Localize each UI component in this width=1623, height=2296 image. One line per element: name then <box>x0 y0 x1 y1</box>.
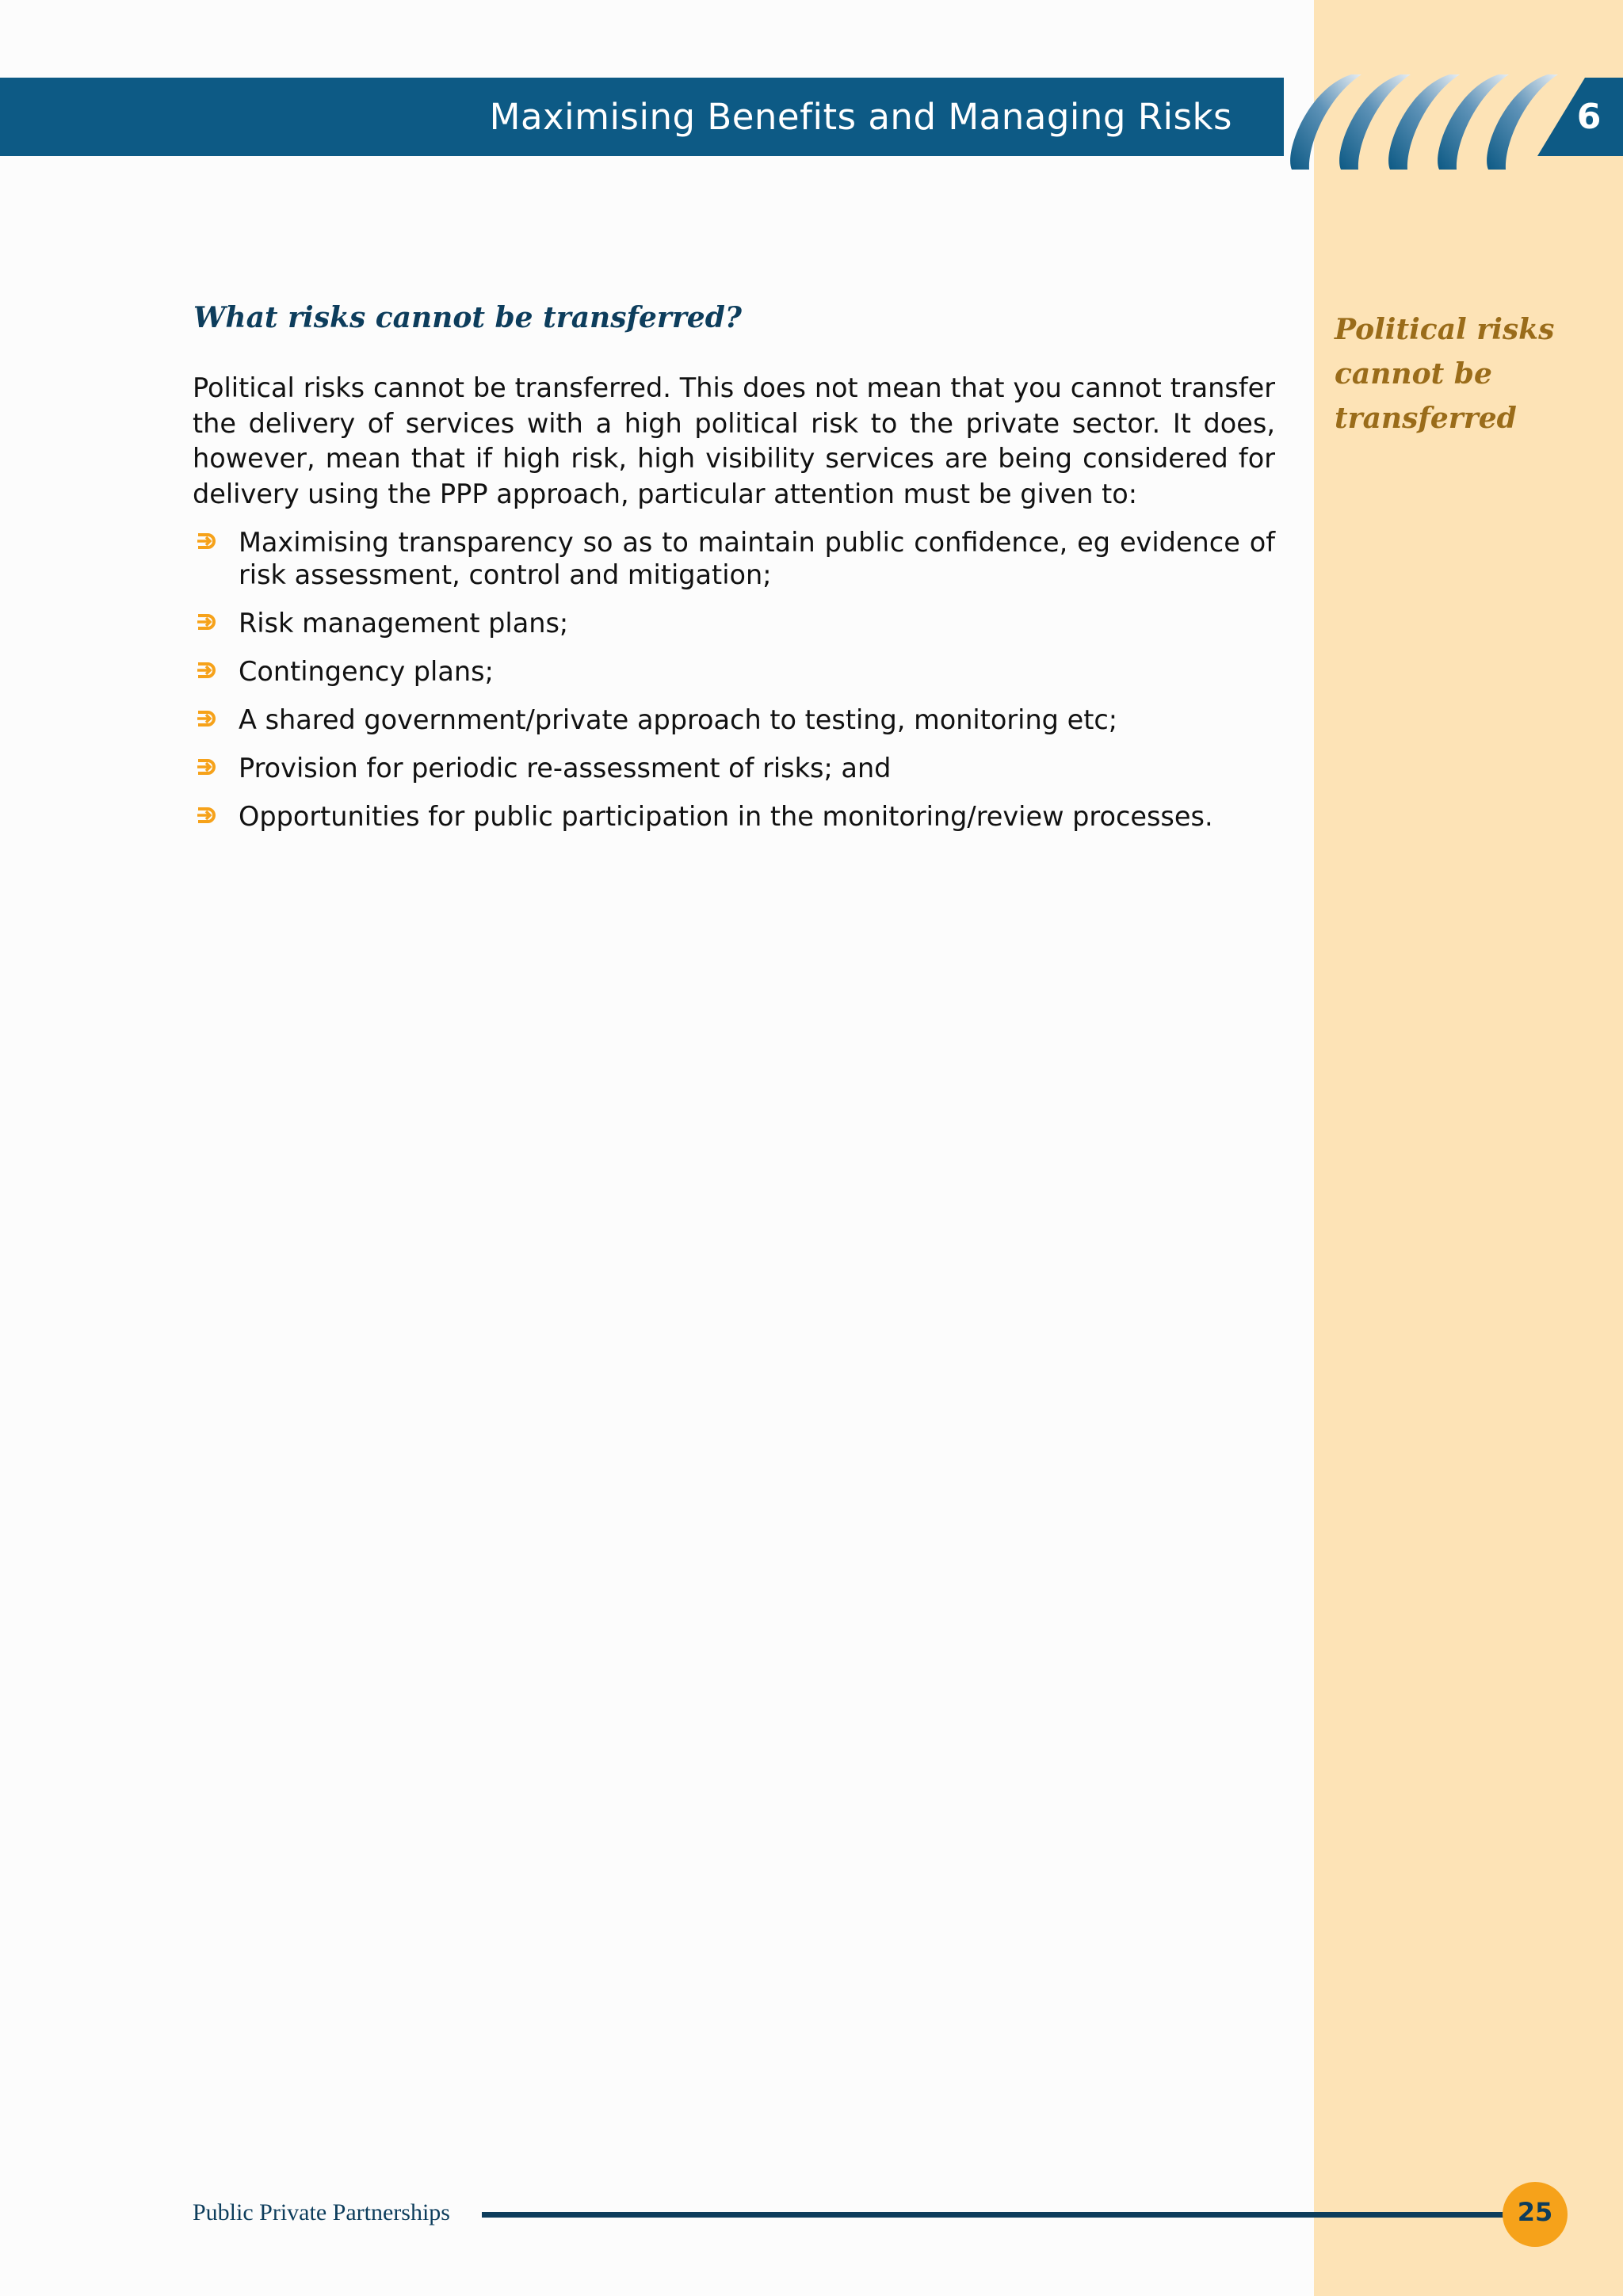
consideration-list <box>193 526 1275 849</box>
list-item-text: Provision for periodic re-assessment of risks; and <box>239 753 892 784</box>
list-item-text: Contingency plans; <box>239 656 494 687</box>
arrow-bullet-icon <box>194 610 218 634</box>
chapter-number: 6 <box>1576 97 1602 137</box>
list-item-text: Risk management plans; <box>239 608 569 639</box>
chapter-title: Maximising Benefits and Managing Risks <box>489 96 1232 138</box>
arrow-bullet-icon <box>194 658 218 682</box>
margin-note: Political risks cannot be transferred <box>1335 313 1555 435</box>
list-item <box>193 526 1275 591</box>
list-item <box>193 752 1275 784</box>
list-item-text: A shared government/private approach to testing, monitoring etc; <box>239 704 1118 735</box>
list-item <box>193 607 1275 639</box>
arrow-bullet-icon <box>194 529 218 553</box>
arrow-bullet-icon <box>194 755 218 779</box>
list-item <box>193 800 1275 833</box>
footer-publication-title: Public Private Partnerships <box>193 2199 450 2225</box>
list-item <box>193 655 1275 688</box>
list-item-text: Maximising transparency so as to maintain public confidence, eg evidence of risk assessment, control and mitigation; <box>239 527 1275 590</box>
arrow-bullet-icon <box>194 707 218 730</box>
page-number-badge: 25 <box>1503 2182 1568 2247</box>
arrow-bullet-icon <box>194 803 218 827</box>
list-item-text: Opportunities for public participation in the monitoring/review processes. <box>239 801 1213 832</box>
list-item <box>193 704 1275 736</box>
section-heading: What risks cannot be transferred? <box>193 301 742 334</box>
intro-paragraph: Political risks cannot be transferred. This does not mean that you cannot transfer the delivery of services with a high political risk to the private sector. It does, however, mean that if high risk, high visibility services are being considered for delivery using the PPP approach, particular attention must be given to: <box>193 372 1275 509</box>
footer-rule <box>482 2212 1512 2218</box>
